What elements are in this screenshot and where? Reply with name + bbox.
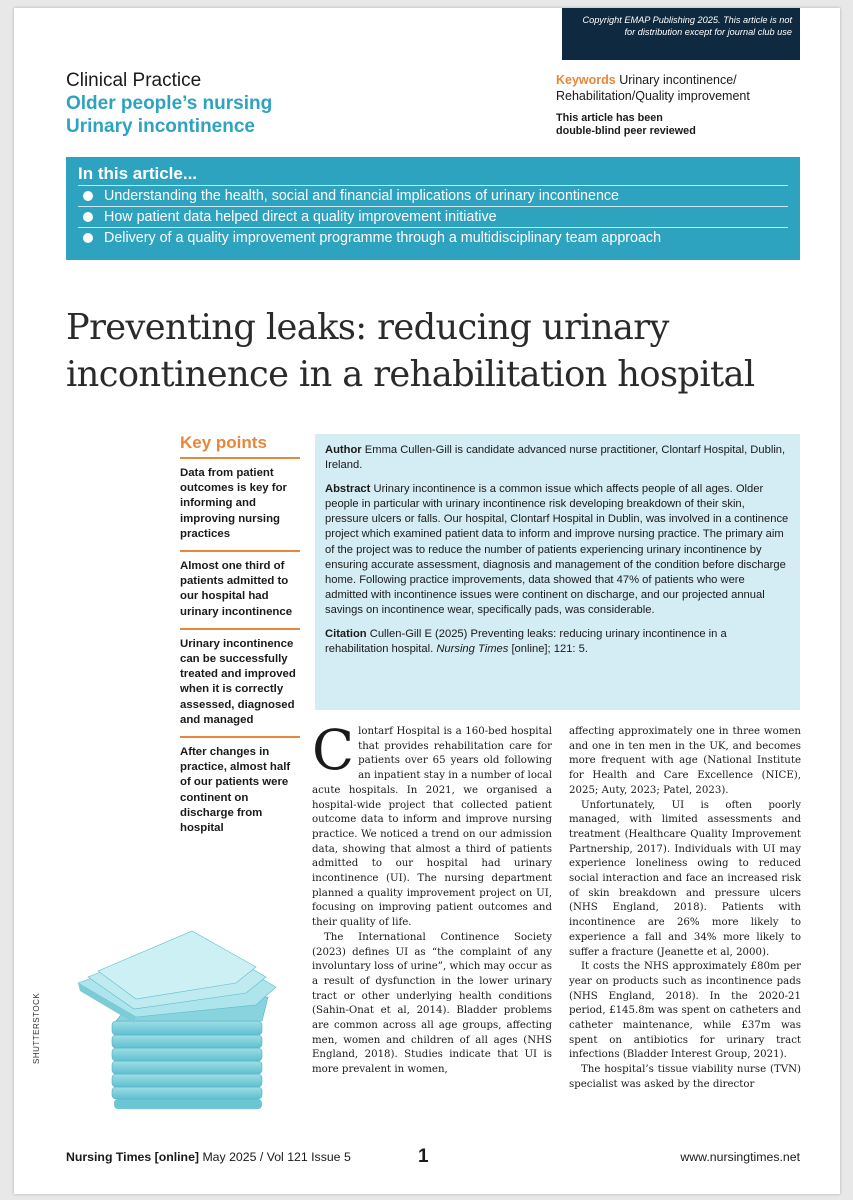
in-this-article-box <box>66 157 800 260</box>
footer-journal-info <box>66 1150 351 1164</box>
article-page <box>14 8 840 1194</box>
key-point-item: Urinary incontinence can be successfully treated and improved when it is correctly assessed, diagnosed and managed <box>180 630 300 738</box>
bullet-icon <box>83 212 93 222</box>
page-footer <box>66 1146 800 1168</box>
body-column-2 <box>569 725 801 1093</box>
section-label-1: Older people’s nursing <box>66 93 273 114</box>
keywords <box>556 72 816 104</box>
key-points-sidebar <box>180 432 300 844</box>
in-this-article-item: How patient data helped direct a quality improvement initiative <box>78 206 788 227</box>
page-number: 1 <box>418 1146 429 1167</box>
key-point-item: After changes in practice, almost half of our patients were continent on discharge from hospital <box>180 746 291 835</box>
author-paragraph: Author Emma Cullen-Gill is candidate advanced nurse practitioner, Clontarf Hospital, Dublin, Ireland. <box>325 444 786 472</box>
in-this-article-item: Delivery of a quality improvement programme through a multidisciplinary team approach <box>78 227 788 248</box>
abstract-text: Urinary incontinence is a common issue which affects people of all ages. Older people in particular with urinary incontinence risk developing breakdown of their skin, pressure ulcers or falls. Our hospital, Clontarf Hospital in Dublin, was involved in a continence project which examined patient data to inform and improve nursing practice. The primary aim of the project was to reduce the number of patients experiencing urinary incontinence by ensuring accurate assessment, diagnosis and management of the condition before discharge home. Following practice improvements, data showed that 47% of patients who were admitted with incontinence issues were continent on discharge, and our projected annual savings on incontinence wear, specifically pads, was considerable. <box>325 483 789 616</box>
footer-website: www.nursingtimes.net <box>680 1150 800 1164</box>
keywords-text: Urinary incontinence/ Rehabilitation/Quality improvement <box>556 73 750 103</box>
title-line-2: incontinence in a rehabilitation hospital <box>66 354 755 395</box>
body-paragraph: Clontarf Hospital is a 160-bed hospital that provides rehabilitation care for patients over 65 years old following an inpatient stay in a number of local acute hospitals. In 2021, we organised a hospital-wide project that collected patient outcome data to inform and improve nursing practice. We noticed a trend on our admission data, showing that almost a third of patients admitted to our hospital had urinary incontinence (UI). The nursing department planned a quality improvement project on UI, focusing on improving patient outcomes and their quality of life. <box>312 718 552 929</box>
peer-review-note <box>556 112 816 138</box>
key-point-item: Almost one third of patients admitted to our hospital had urinary incontinence <box>180 552 300 630</box>
image-credit: SHUTTERSTOCK <box>32 992 41 1064</box>
abstract-box <box>315 434 800 710</box>
peer-review-line-1: This article has been <box>556 112 663 124</box>
body-column-1 <box>312 718 552 1078</box>
article-title <box>66 304 826 398</box>
body-paragraph: affecting approximately one in three women and one in ten men in the UK, and becomes more frequent with age (National Institute for Health and Care Excellence (NICE), 2025; Auty, 2023; Patel, 2023). <box>569 726 801 796</box>
body-paragraph: Unfortunately, UI is often poorly managed, with limited assessments and treatment (Healthcare Quality Improvement Partnership, 2017). Individuals with UI may experience loneliness owing to reduced social interaction and face an increased risk of skin breakdown and pressure ulcers (NHS England, 2018). Patients with incontinence are 26% more likely to experience a fall and 34% more likely to suffer a fracture (Jeanette et al, 2000). <box>569 799 801 958</box>
copyright-banner: Copyright EMAP Publishing 2025. This article is not for distribution except for journal club use <box>562 8 800 60</box>
bullet-icon <box>83 191 93 201</box>
citation-journal: Nursing Times <box>436 643 509 656</box>
drop-cap: C <box>312 718 355 782</box>
in-this-article-item: Understanding the health, social and financial implications of urinary incontinence <box>78 185 788 206</box>
section-header <box>66 70 272 138</box>
title-line-1: Preventing leaks: reducing urinary <box>66 307 669 348</box>
keywords-label: Keywords <box>556 73 616 87</box>
folded-towels-image <box>76 913 281 1113</box>
in-this-article-title: In this article... <box>78 164 198 183</box>
author-text: Emma Cullen-Gill is candidate advanced nurse practitioner, Clontarf Hospital, Dublin, Ireland. <box>325 444 786 472</box>
key-points-heading: Key points <box>180 432 300 459</box>
bullet-icon <box>83 233 93 243</box>
key-point-item: Data from patient outcomes is key for informing and improving nursing practices <box>180 459 300 552</box>
footer-issue: May 2025 / Vol 121 Issue 5 <box>202 1150 351 1164</box>
body-paragraph: The hospital’s tissue viability nurse (TVN) specialist was asked by the director <box>569 1064 801 1090</box>
keywords-block <box>556 72 816 138</box>
abstract-paragraph: Abstract Urinary incontinence is a common issue which affects people of all ages. Older people in particular with urinary incontinence risk developing breakdown of their skin, pressure ulcers or falls. Our hospital, Clontarf Hospital in Dublin, was involved in a continence project which examined patient data to inform and improve nursing practice. The primary aim of the project was to reduce the number of patients experiencing urinary incontinence by ensuring accurate assessment, diagnosis and management of the condition before discharge home. Following practice improvements, data showed that 47% of patients who were admitted with incontinence issues were continent on discharge, and our projected annual savings on incontinence wear, specifically pads, was considerable. <box>325 483 789 616</box>
body-paragraph: The International Continence Society (2023) defines UI as “the complaint of any involuntary loss of urine”, which may occur as a result of dysfunction in the lower urinary tract or other underlying health conditions (Sahin-Onat et al, 2014). Bladder problems are common across all age groups, affecting men, women and children of all ages (NHS England, 2018). Studies indicate that UI is more prevalent in women, <box>312 931 552 1076</box>
footer-journal: Nursing Times [online] <box>66 1150 200 1164</box>
body-paragraph: It costs the NHS approximately £80m per year on products such as incontinence pads (NHS England, 2018). In the 2020-21 period, £145.8m was spent on catheters and catheter maintenance, while £37m was spent on antibiotics for urinary tract infections (Bladder Interest Group, 2021). <box>569 961 801 1061</box>
section-label-2: Urinary incontinence <box>66 116 255 137</box>
peer-review-line-2: double-blind peer reviewed <box>556 125 696 137</box>
category-label: Clinical Practice <box>66 70 202 91</box>
citation-paragraph: Citation Cullen-Gill E (2025) Preventing leaks: reducing urinary incontinence in a rehabilitation hospital. Nursing Times [online]; 121: 5. <box>325 628 727 656</box>
